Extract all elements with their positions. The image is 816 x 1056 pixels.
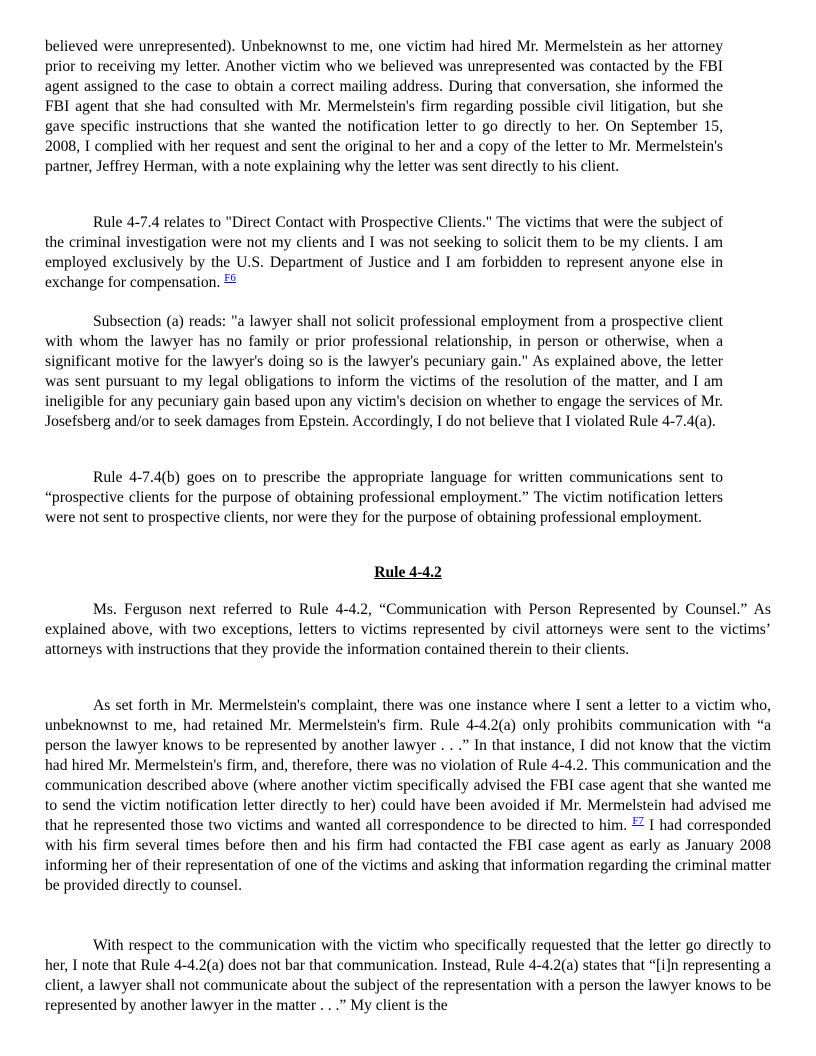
footnote-link-f6[interactable]: F6 bbox=[224, 272, 236, 284]
paragraph-subsection-a: Subsection (a) reads: "a lawyer shall not solicit professional employment from a prospective client with whom the lawyer has no family or prior professional relationship, in person or otherwise, when a significant motive for the lawyer's doing so is the lawyer's pecuniary gain." As explained above, the letter was sent pursuant to my legal obligations to inform the victims of the resolution of the matter, and I am ineligible for any pecuniary gain based upon any victim's decision on whether to engage the services of Mr. Josefsberg and/or to seek damages from Epstein. Accordingly, I do not believe that I violated Rule 4-7.4(a). bbox=[45, 313, 723, 430]
paragraph-text: Rule 4-7.4 relates to "Direct Contact with Prospective Clients." The victims that were the subject of the criminal investigation were not my clients and I was not seeking to solicit them to be my clients. I am employed exclusively by the U.S. Department of Justice and I am forbidden to represent anyone else in exchange for compensation. bbox=[45, 214, 723, 291]
section-heading: Rule 4-4.2 bbox=[374, 564, 442, 581]
paragraph-text-continued: I had corresponded with his firm several times before then and his firm had contacted the FBI case agent as early as January 2008 informing her of their representation of one of the victims and asking that information regarding the criminal matter be provided directly to counsel. bbox=[45, 817, 772, 894]
paragraph-ferguson: Ms. Ferguson next referred to Rule 4-4.2, “Communication with Person Represented by Counsel.” As explained above, with two exceptions, letters to victims represented by civil attorneys were sent to the victims’ attorneys with instructions that they provide the information contained therein to their clients. bbox=[45, 601, 771, 658]
footnote-link-f7[interactable]: F7 bbox=[632, 815, 644, 827]
paragraph-text: As set forth in Mr. Mermelstein's complaint, there was one instance where I sent a letter to a victim who, unbeknownst to me, had retained Mr. Mermelstein's firm. Rule 4-4.2(a) only prohibits communication with “a person the lawyer knows to be represented by another lawyer . . .” In that instance, I did not know that the victim had hired Mr. Mermelstein's firm, and, therefore, there was no violation of Rule 4-4.2. This communication and the communication described above (where another victim specifically advised the FBI case agent that she wanted me to send the victim notification letter directly to her) could have been avoided if Mr. Mermelstein had advised me that he represented those two victims and wanted all correspondence to be directed to him. bbox=[45, 697, 771, 834]
paragraph-victim-letters: believed were unrepresented). Unbeknownst to me, one victim had hired Mr. Mermelstein as her attorney prior to receiving my letter. Another victim who we believed was unrepresented was contacted by the FBI agent assigned to the case to obtain a correct mailing address. During that conversation, she informed the FBI agent that she had consulted with Mr. Mermelstein's firm regarding possible civil litigation, but she gave specific instructions that she wanted the notification letter to go directly to her. On September 15, 2008, I complied with her request and sent the original to her and a copy of the letter to Mr. Mermelstein's partner, Jeffrey Herman, with a note explaining why the letter was sent directly to his client. bbox=[45, 38, 723, 175]
paragraph-rule-4-7-4b: Rule 4-7.4(b) goes on to prescribe the appropriate language for written communications sent to “prospective clients for the purpose of obtaining professional employment.” The victim notification letters were not sent to prospective clients, nor were they for the purpose of obtaining professional employment. bbox=[45, 469, 723, 526]
paragraph-rule-4-7-4 bbox=[45, 213, 723, 293]
paragraph-direct-request: With respect to the communication with the victim who specifically requested that the letter go directly to her, I note that Rule 4-4.2(a) does not bar that communication. Instead, Rule 4-4.2(a) states that “[i]n representing a client, a lawyer shall not communicate about the subject of the representation with a person the lawyer knows to be represented by another lawyer in the matter . . .” My client is the bbox=[45, 937, 771, 1014]
paragraph-mermelstein-complaint bbox=[45, 696, 771, 896]
